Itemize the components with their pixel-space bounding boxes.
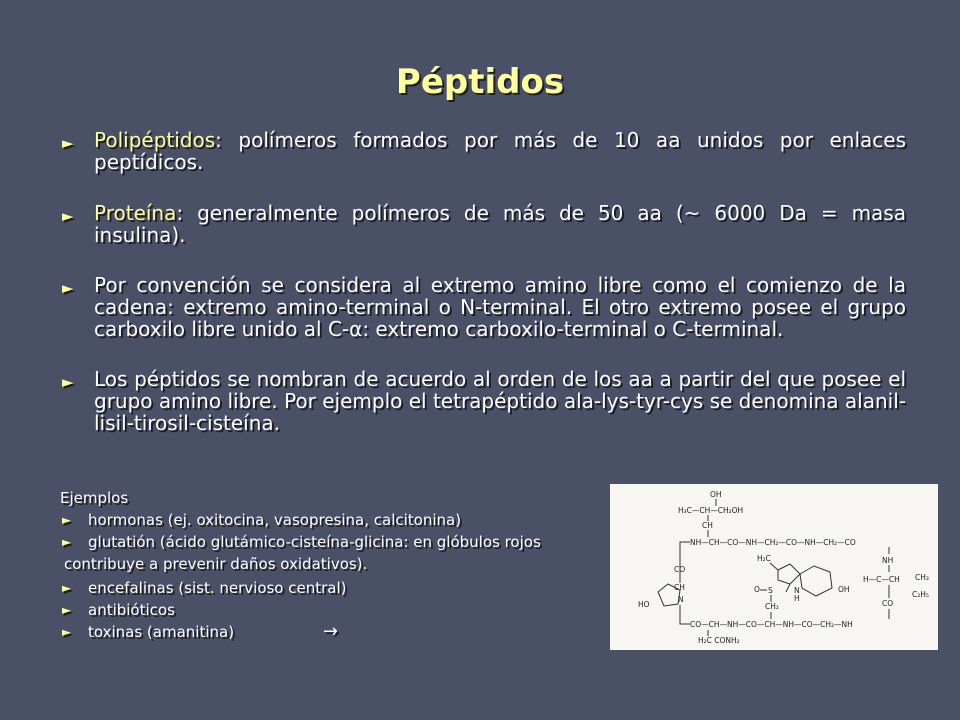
mol-label: H—C—CH	[863, 575, 900, 584]
mol-label: H	[794, 594, 800, 603]
mol-label: CH	[674, 583, 685, 592]
example-text: encefalinas (sist. nervioso central)	[88, 579, 347, 597]
mol-label: HO	[638, 600, 650, 609]
examples-title: Ejemplos	[60, 489, 129, 507]
mol-label: CH₃	[915, 573, 929, 582]
mol-label: N	[678, 595, 684, 604]
example-continuation: contribuye a prevenir daños oxidativos).	[64, 555, 368, 573]
bullet-arrow-icon: ►	[62, 625, 72, 639]
right-arrow-icon: →	[322, 621, 338, 642]
mol-label: CO—CH—NH—CO—CH—NH—CO—CH₂—NH	[690, 620, 853, 629]
mol-label: H₂C CONH₂	[698, 636, 740, 645]
bullet-text: : polímeros formados por más de 10 aa unidos por enlaces peptídicos.	[94, 128, 906, 174]
example-item	[60, 621, 620, 643]
example-text: glutatión (ácido glutámico-cisteína-glicina: en glóbulos rojos	[88, 533, 541, 551]
mol-label: C₂H₅	[912, 590, 929, 599]
example-text: antibióticos	[88, 601, 175, 619]
bullet-text: Por convención se considera al extremo amino libre como el comienzo de la cadena: extremo amino-terminal o N-terminal. El otro extremo posee el grupo carboxilo libre unido al C-α: extremo carboxilo-terminal o C-terminal.	[94, 273, 906, 341]
bullet-arrow-icon: ►	[62, 279, 74, 297]
example-text: hormonas (ej. oxitocina, vasopresina, calcitonina)	[88, 511, 462, 529]
mol-label: CH₂	[765, 602, 779, 611]
bullet-arrow-icon: ►	[62, 603, 72, 617]
examples-list	[60, 487, 620, 643]
example-item	[60, 599, 620, 621]
bullet-text: Los péptidos se nombran de acuerdo al orden de los aa a partir del que posee el grupo amino libre. Por ejemplo el tetrapéptido ala-lys-tyr-cys se denomina alanil-lisil-tirosil-cisteína.	[94, 367, 906, 435]
mol-label: NH	[882, 556, 894, 565]
mol-label: CO	[674, 565, 686, 574]
term-proteina: Proteína	[94, 201, 177, 225]
mol-label: CH	[702, 521, 713, 530]
example-text: toxinas (amanitina)	[88, 623, 235, 641]
bullet-polipeptidos	[60, 129, 906, 173]
example-item	[60, 577, 620, 599]
bullet-proteina	[60, 202, 906, 246]
term-polipeptidos: Polipéptidos	[94, 128, 216, 152]
mol-label: H₃C—CH—CH₂OH	[678, 506, 744, 515]
mol-label: OH	[710, 490, 722, 499]
bullet-arrow-icon: ►	[62, 207, 74, 225]
bullet-nomenclatura	[60, 368, 906, 434]
example-item	[60, 509, 620, 531]
slide-title: Péptidos	[395, 62, 565, 102]
bullet-arrow-icon: ►	[62, 581, 72, 595]
bullet-arrow-icon: ►	[62, 513, 72, 527]
mol-label: S	[768, 586, 773, 595]
mol-label: N	[794, 586, 800, 595]
mol-label: NH—CH—CO—NH—CH₂—CO—NH—CH₂—CO	[690, 538, 856, 547]
mol-label: H₂C	[757, 554, 771, 563]
example-item	[60, 531, 620, 553]
mol-label: CO	[882, 599, 894, 608]
bullet-arrow-icon: ►	[62, 535, 72, 549]
bullet-text: : generalmente polímeros de más de 50 aa (~ 6000 Da = masa insulina).	[94, 201, 906, 247]
mol-label: OH	[838, 585, 850, 594]
amanitin-structure-image	[610, 484, 938, 650]
mol-label: O	[754, 585, 760, 594]
bullet-convencion	[60, 274, 906, 340]
bullet-arrow-icon: ►	[62, 134, 74, 152]
bullet-arrow-icon: ►	[62, 373, 74, 391]
bullet-list	[60, 124, 906, 434]
